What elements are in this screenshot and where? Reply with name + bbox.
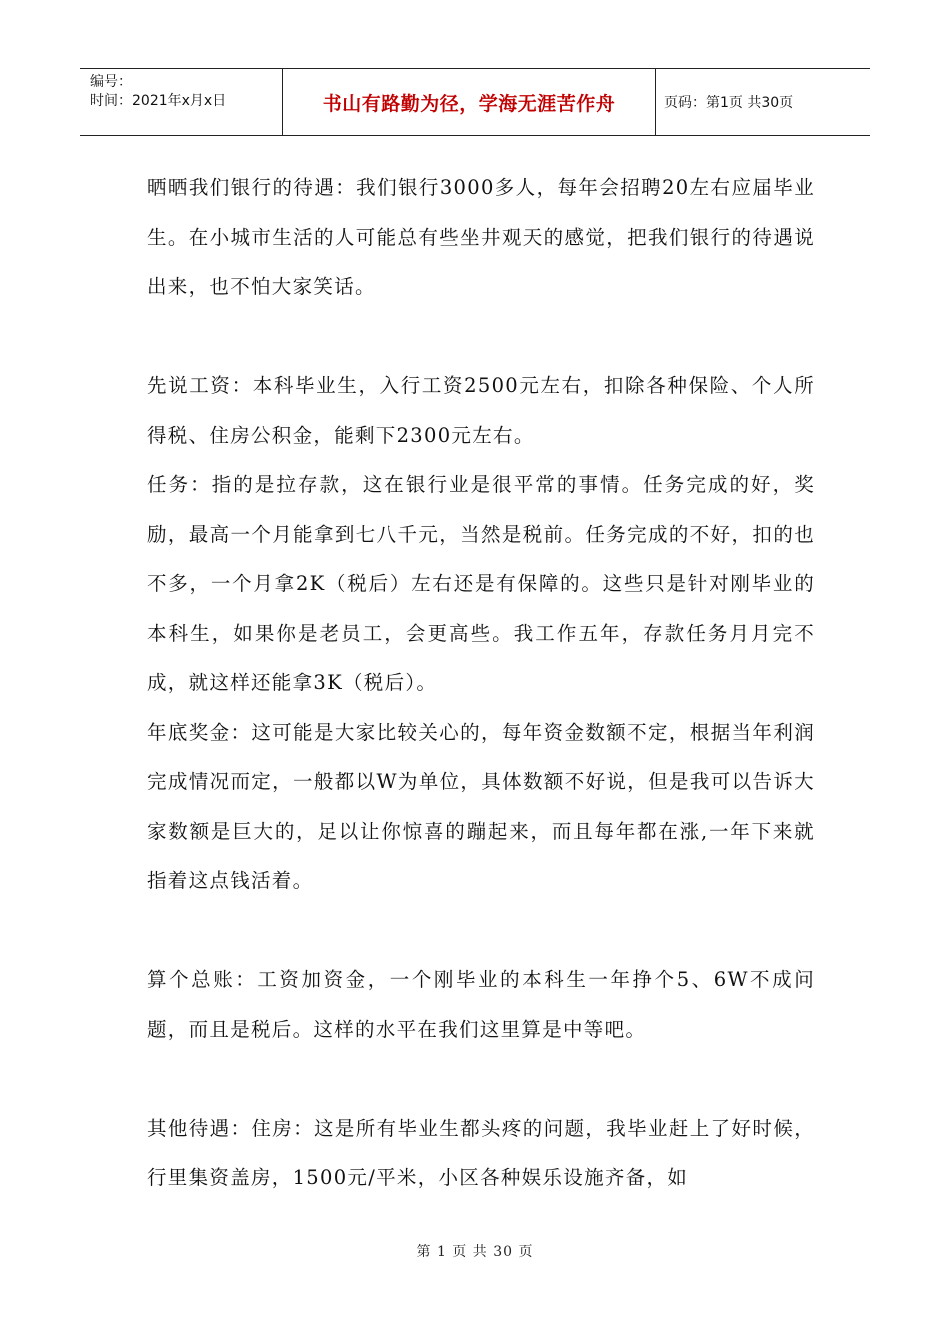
- paragraph-gap: [147, 1054, 815, 1104]
- document-body: [147, 163, 815, 1203]
- paragraph-total: 算个总账：工资加资金，一个刚毕业的本科生一年挣个5、6W不成问题，而且是税后。这样的水平在我们这里算是中等吧。: [147, 968, 815, 1041]
- document-date-label: 时间：2021年x月x日: [90, 93, 227, 109]
- header-motto-cell: [283, 69, 656, 135]
- paragraph-salary: 先说工资：本科毕业生，入行工资2500元左右，扣除各种保险、个人所得税、住房公积金，能剩下2300元左右。: [147, 374, 815, 447]
- header-motto: 书山有路勤为径，学海无涯苦作舟: [322, 92, 616, 115]
- page-header: [80, 68, 870, 136]
- paragraph-intro: 晒晒我们银行的待遇：我们银行3000多人，每年会招聘20左右应届毕业生。在小城市生活的人可能总有些坐井观天的感觉，把我们银行的待遇说出来，也不怕大家笑话。: [147, 176, 815, 298]
- header-meta-cell: [80, 69, 283, 135]
- header-page-info: 页码：第1页 共30页: [664, 95, 794, 111]
- paragraph-gap: [147, 906, 815, 956]
- header-page-cell: [656, 69, 870, 135]
- paragraph-task: 任务：指的是拉存款，这在银行业是很平常的事情。任务完成的好，奖励，最高一个月能拿到七八千元，当然是税前。任务完成的不好，扣的也不多，一个月拿2K（税后）左右还是有保障的。这些只是针对刚毕业的本科生，如果你是老员工，会更高些。我工作五年，存款任务月月完不成，就这样还能拿3K（税后）。: [147, 473, 815, 694]
- paragraph-gap: [147, 312, 815, 362]
- page-footer: 第 1 页 共 30 页: [416, 1244, 534, 1260]
- document-code-label: 编号：: [90, 74, 132, 90]
- paragraph-bonus: 年底奖金：这可能是大家比较关心的，每年资金数额不定，根据当年利润完成情况而定，一般都以W为单位，具体数额不好说，但是我可以告诉大家数额是巨大的，足以让你惊喜的蹦起来，而且每年都在涨,一年下来就指着这点钱活着。: [147, 720, 815, 892]
- paragraph-other-benefits: 其他待遇：住房：这是所有毕业生都头疼的问题，我毕业赶上了好时候，行里集资盖房，1500元/平米，小区各种娱乐设施齐备，如: [147, 1116, 815, 1189]
